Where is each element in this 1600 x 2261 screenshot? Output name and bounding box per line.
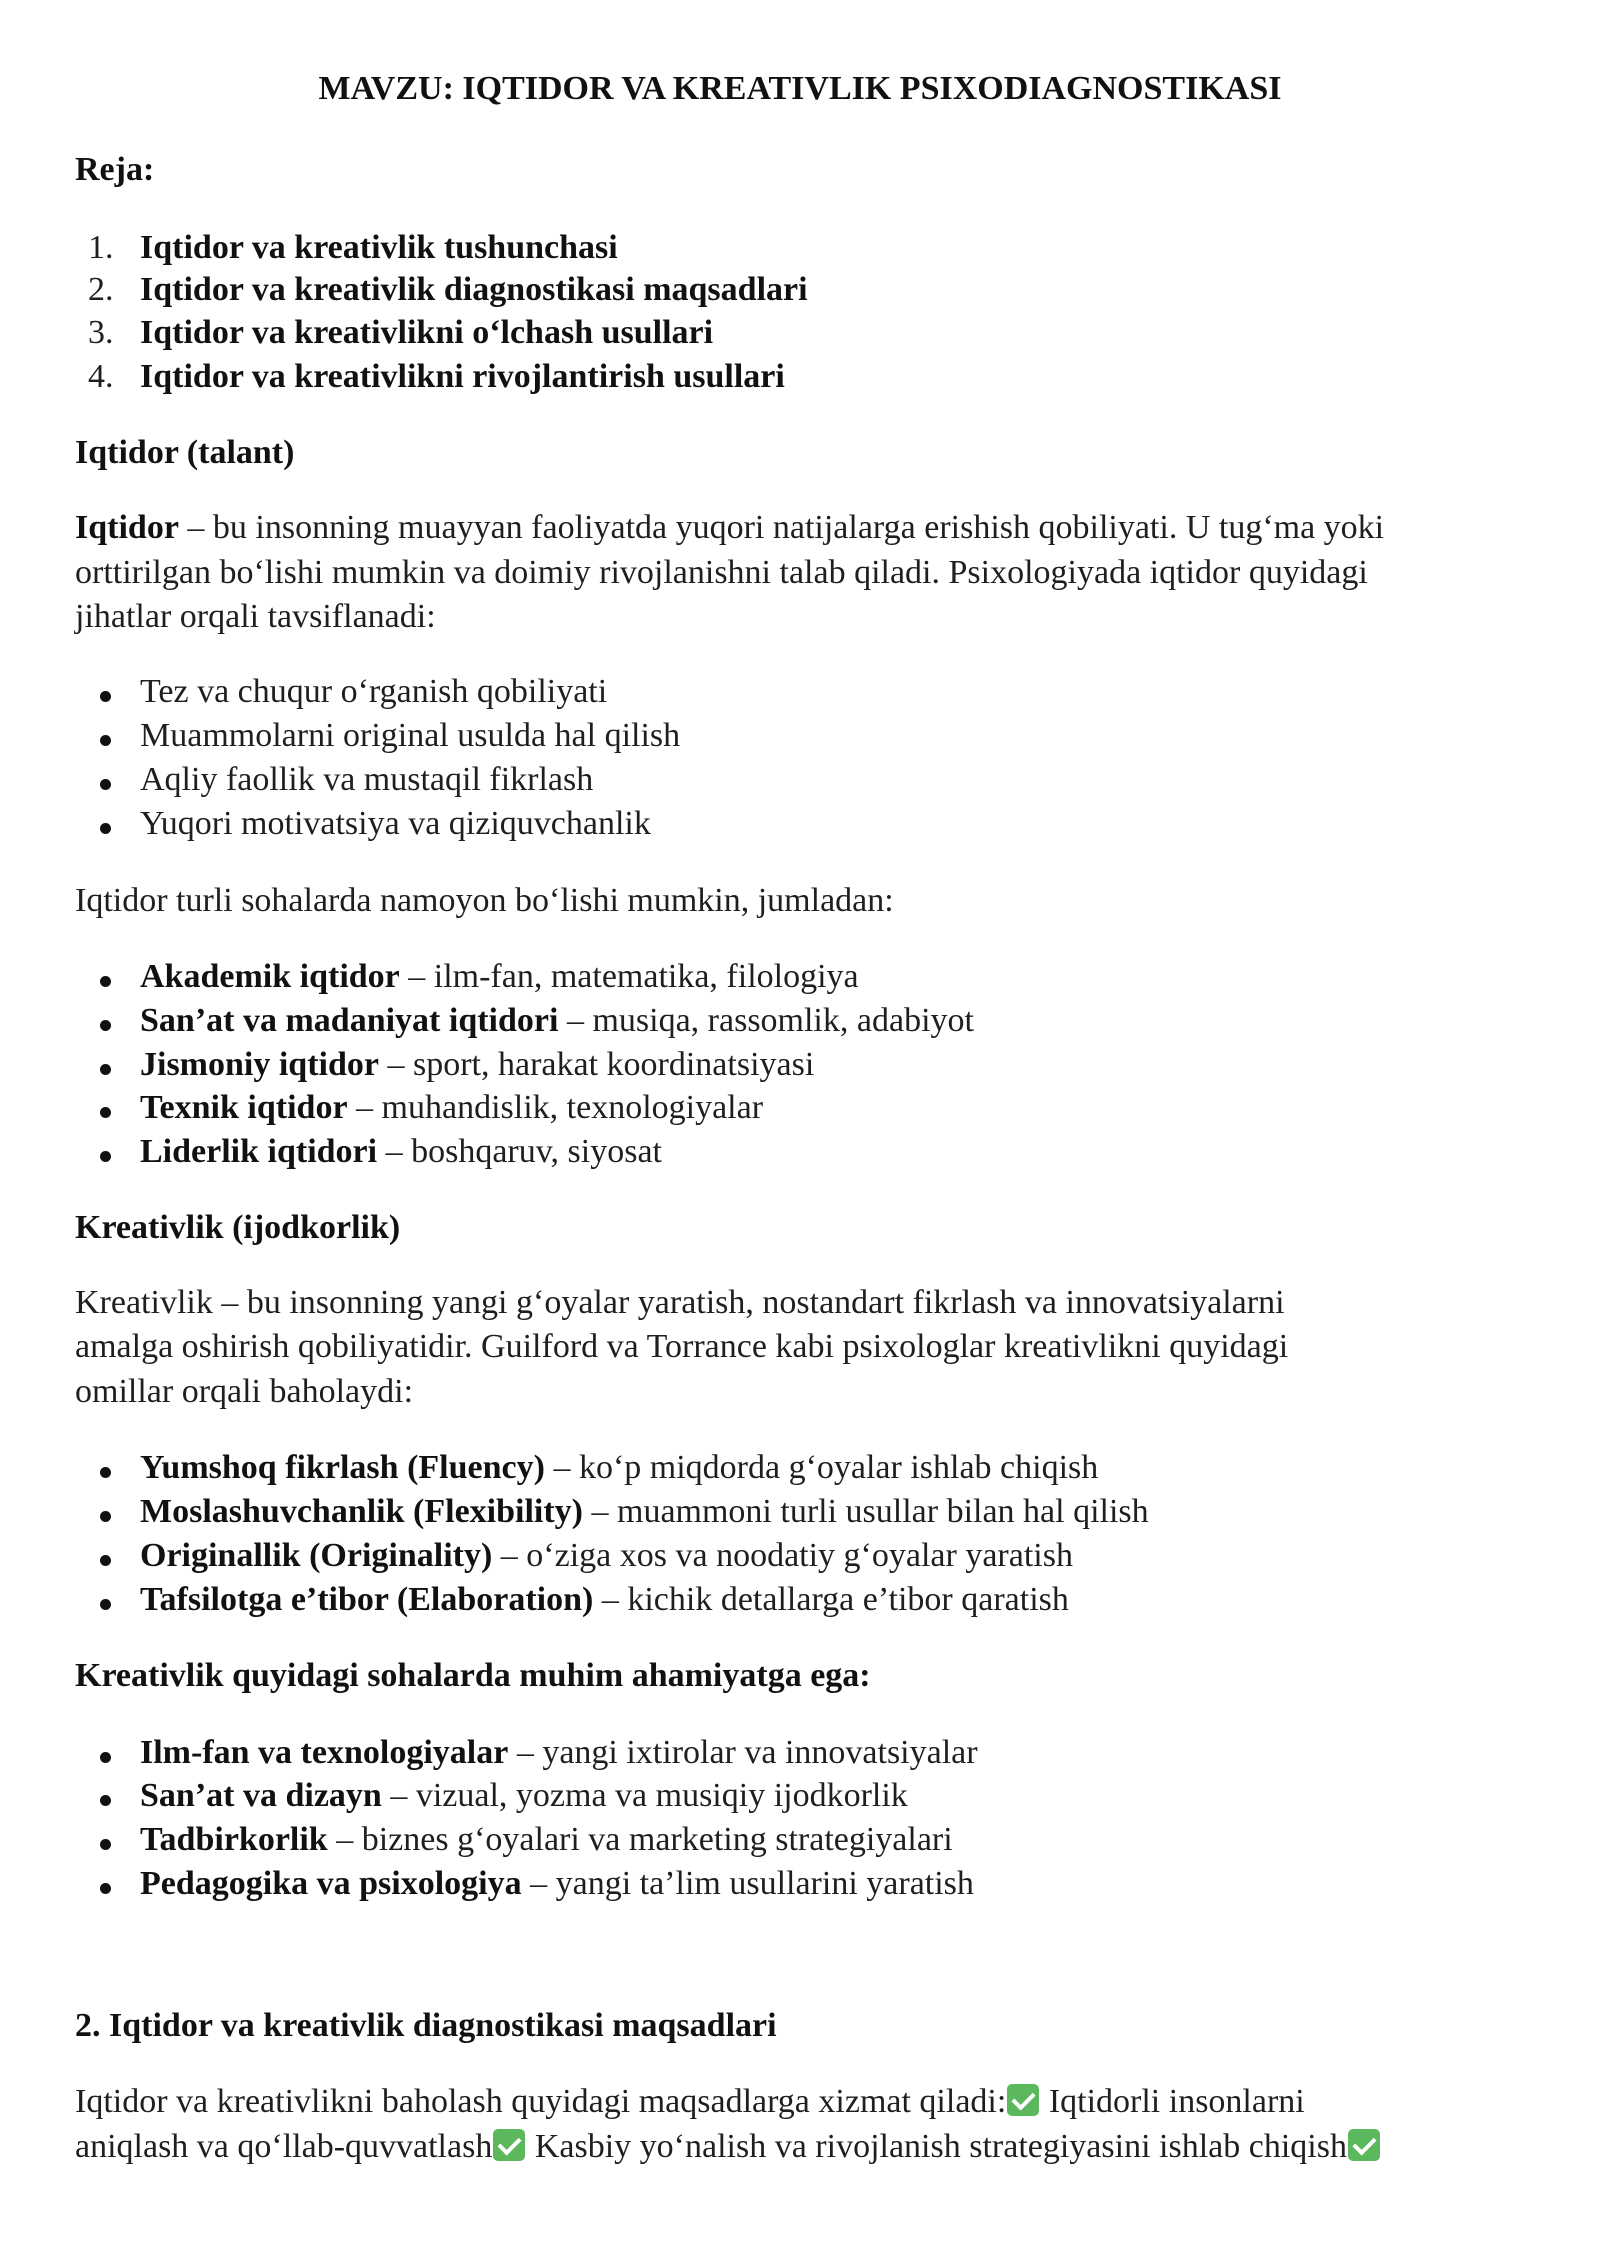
plan-item-number: 2. bbox=[88, 271, 114, 308]
talent-area bbox=[140, 1001, 974, 1041]
section2-text: Iqtidor va kreativlikni baholash quyidagi maqsadlarga xizmat qiladi: bbox=[75, 2083, 1007, 2120]
talent-definition-line: jihatlar orqali tavsiflanadi: bbox=[75, 598, 436, 635]
bullet-icon bbox=[100, 1467, 111, 1478]
bullet-icon bbox=[100, 691, 111, 702]
creativity-factor-term: Tafsilotga e’tibor (Elaboration) bbox=[140, 1581, 594, 1618]
creativity-factor bbox=[140, 1448, 1098, 1488]
talent-area-term: Jismoniy iqtidor bbox=[140, 1046, 379, 1083]
talent-area bbox=[140, 1045, 814, 1085]
plan-heading: Reja: bbox=[75, 151, 155, 188]
plan-item-number: 4. bbox=[88, 358, 114, 395]
section2-line bbox=[75, 2127, 1381, 2167]
creativity-definition-line: amalga oshirish qobiliyatidir. Guilford va Torrance kabi psixologlar kreativlikni quyidagi bbox=[75, 1328, 1289, 1365]
creativity-factor-desc: – muammoni turli usullar bilan hal qilish bbox=[583, 1493, 1149, 1530]
check-mark-icon bbox=[1007, 2084, 1039, 2116]
talent-area-term: Liderlik iqtidori bbox=[140, 1133, 378, 1170]
section2-text: Iqtidorli insonlarni bbox=[1040, 2083, 1305, 2120]
creativity-factor-desc: – ko‘p miqdorda g‘oyalar ishlab chiqish bbox=[544, 1449, 1099, 1486]
creativity-importance-heading: Kreativlik quyidagi sohalarda muhim ahamiyatga ega: bbox=[75, 1657, 871, 1694]
talent-definition-text: – bu insonning muayyan faoliyatda yuqori natijalarga erishish qobiliyati. U tug‘ma yoki bbox=[178, 509, 1385, 546]
bullet-icon bbox=[100, 1064, 111, 1075]
talent-area-term: Texnik iqtidor bbox=[140, 1089, 348, 1126]
plan-item-number: 1. bbox=[88, 229, 114, 266]
talent-area-term: Akademik iqtidor bbox=[140, 958, 400, 995]
talent-area bbox=[140, 1088, 763, 1128]
creativity-field-desc: – yangi ixtirolar va innovatsiyalar bbox=[508, 1734, 978, 1771]
creativity-field-desc: – biznes g‘oyalari va marketing strategiyalari bbox=[327, 1821, 953, 1858]
talent-areas-intro: Iqtidor turli sohalarda namoyon bo‘lishi mumkin, jumladan: bbox=[75, 882, 894, 919]
talent-trait: Yuqori motivatsiya va qiziquvchanlik bbox=[140, 805, 651, 842]
bullet-icon bbox=[100, 1107, 111, 1118]
plan-item-number: 3. bbox=[88, 314, 114, 351]
creativity-field bbox=[140, 1864, 974, 1904]
bullet-icon bbox=[100, 1883, 111, 1894]
bullet-icon bbox=[100, 1752, 111, 1763]
bullet-icon bbox=[100, 1151, 111, 1162]
bullet-icon bbox=[100, 823, 111, 834]
creativity-field-term: Tadbirkorlik bbox=[140, 1821, 328, 1858]
talent-area-desc: – ilm-fan, matematika, filologiya bbox=[399, 958, 859, 995]
creativity-field-term: San’at va dizayn bbox=[140, 1777, 382, 1814]
talent-term: Iqtidor bbox=[75, 509, 179, 546]
creativity-field-term: Ilm-fan va texnologiyalar bbox=[140, 1734, 509, 1771]
creativity-factor bbox=[140, 1580, 1069, 1620]
bullet-icon bbox=[100, 779, 111, 790]
section2-line bbox=[75, 2082, 1305, 2122]
talent-definition-line bbox=[75, 508, 1384, 548]
talent-definition-line: orttirilgan bo‘lishi mumkin va doimiy rivojlanishni talab qiladi. Psixologiyada iqtidor quyidagi bbox=[75, 554, 1368, 591]
creativity-field bbox=[140, 1733, 978, 1773]
creativity-definition-line: omillar orqali baholaydi: bbox=[75, 1373, 414, 1410]
talent-area-desc: – sport, harakat koordinatsiyasi bbox=[378, 1046, 815, 1083]
section2-text: aniqlash va qo‘llab-quvvatlash bbox=[75, 2128, 493, 2165]
creativity-field bbox=[140, 1776, 908, 1816]
talent-trait: Tez va chuqur o‘rganish qobiliyati bbox=[140, 673, 608, 710]
creativity-factor-term: Moslashuvchanlik (Flexibility) bbox=[140, 1493, 583, 1530]
bullet-icon bbox=[100, 1795, 111, 1806]
bullet-icon bbox=[100, 1555, 111, 1566]
creativity-field-desc: – vizual, yozma va musiqiy ijodkorlik bbox=[381, 1777, 908, 1814]
creativity-factor-term: Originallik (Originality) bbox=[140, 1537, 493, 1574]
plan-item: Iqtidor va kreativlikni o‘lchash usullari bbox=[140, 314, 714, 351]
talent-trait: Aqliy faollik va mustaqil fikrlash bbox=[140, 761, 594, 798]
talent-area bbox=[140, 1132, 662, 1172]
creativity-definition-line: Kreativlik – bu insonning yangi g‘oyalar yaratish, nostandart fikrlash va innovatsiyalarni bbox=[75, 1284, 1285, 1321]
document-title: MAVZU: IQTIDOR VA KREATIVLIK PSIXODIAGNOSTIKASI bbox=[318, 70, 1282, 107]
creativity-factor-desc: – kichik detallarga e’tibor qaratish bbox=[593, 1581, 1069, 1618]
creativity-field-desc: – yangi ta’lim usullarini yaratish bbox=[521, 1865, 974, 1902]
bullet-icon bbox=[100, 976, 111, 987]
plan-item: Iqtidor va kreativlik diagnostikasi maqsadlari bbox=[140, 271, 808, 308]
section2-heading: 2. Iqtidor va kreativlik diagnostikasi maqsadlari bbox=[75, 2007, 777, 2044]
bullet-icon bbox=[100, 1599, 111, 1610]
creativity-field-term: Pedagogika va psixologiya bbox=[140, 1865, 522, 1902]
check-mark-icon bbox=[1348, 2129, 1380, 2161]
creativity-factor bbox=[140, 1492, 1149, 1532]
bullet-icon bbox=[100, 735, 111, 746]
talent-area bbox=[140, 957, 859, 997]
talent-area-term: San’at va madaniyat iqtidori bbox=[140, 1002, 559, 1039]
talent-area-desc: – musiqa, rassomlik, adabiyot bbox=[558, 1002, 974, 1039]
plan-item: Iqtidor va kreativlik tushunchasi bbox=[140, 229, 618, 266]
creativity-heading: Kreativlik (ijodkorlik) bbox=[75, 1209, 401, 1246]
check-mark-icon bbox=[493, 2129, 525, 2161]
section2-text: Kasbiy yo‘nalish va rivojlanish strategiyasini ishlab chiqish bbox=[526, 2128, 1347, 2165]
creativity-field bbox=[140, 1820, 953, 1860]
talent-area-desc: – muhandislik, texnologiyalar bbox=[347, 1089, 764, 1126]
creativity-factor-term: Yumshoq fikrlash (Fluency) bbox=[140, 1449, 545, 1486]
bullet-icon bbox=[100, 1020, 111, 1031]
bullet-icon bbox=[100, 1839, 111, 1850]
plan-item: Iqtidor va kreativlikni rivojlantirish usullari bbox=[140, 358, 785, 395]
talent-heading: Iqtidor (talant) bbox=[75, 434, 295, 471]
creativity-factor-desc: – o‘ziga xos va noodatiy g‘oyalar yaratish bbox=[492, 1537, 1073, 1574]
talent-area-desc: – boshqaruv, siyosat bbox=[377, 1133, 662, 1170]
creativity-factor bbox=[140, 1536, 1073, 1576]
talent-trait: Muammolarni original usulda hal qilish bbox=[140, 717, 681, 754]
bullet-icon bbox=[100, 1511, 111, 1522]
